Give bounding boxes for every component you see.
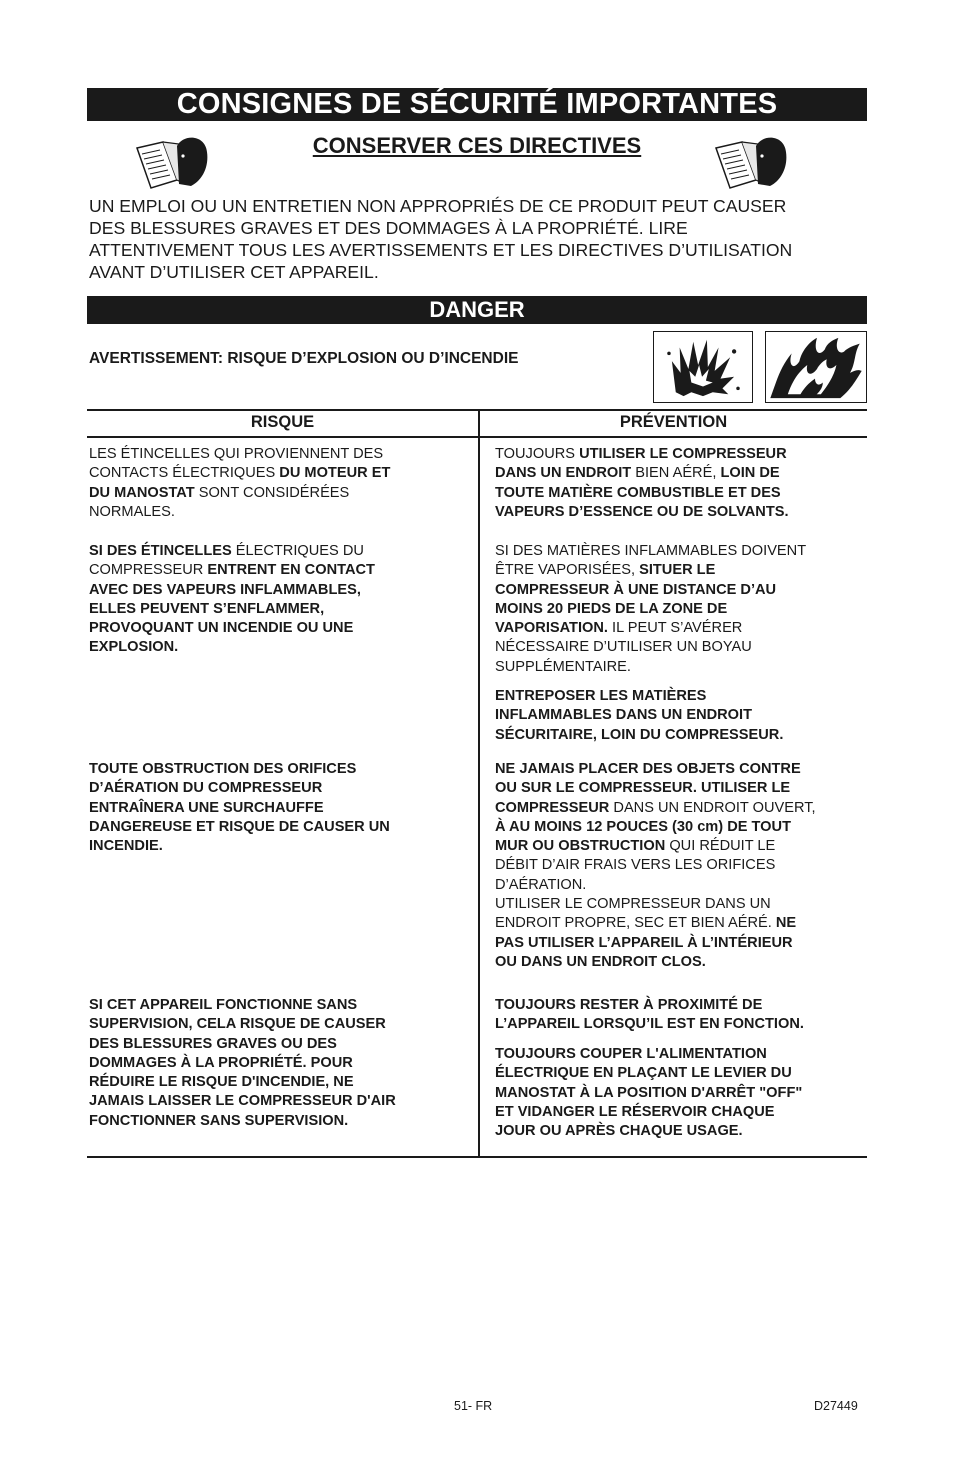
intro-paragraph xyxy=(89,195,869,283)
text-bold: COMPRESSEUR xyxy=(495,799,610,816)
text-bold: DU MANOSTAT xyxy=(89,484,195,501)
text: TOUJOURS xyxy=(495,446,580,462)
intro-line: UN EMPLOI OU UN ENTRETIEN NON APPROPRIÉS DE CE PRODUIT PEUT CAUSER xyxy=(89,196,787,216)
text: DÉBIT D’AIR FRAIS VERS LES ORIFICES xyxy=(495,857,776,874)
text-bold: ELLES PEUVENT S’ENFLAMMER, xyxy=(89,600,325,617)
text: ÉLECTRIQUES DU xyxy=(231,543,364,559)
text: DANS UN ENDROIT OUVERT, xyxy=(609,799,816,816)
text: UTILISER LE COMPRESSEUR DANS UN xyxy=(495,896,771,913)
text-bold: PROVOQUANT UN INCENDIE OU UNE xyxy=(89,620,354,637)
text-bold: SI DES ÉTINCELLES xyxy=(89,543,232,559)
text: QUI RÉDUIT LE xyxy=(665,838,776,855)
prevention-item xyxy=(495,996,804,1035)
risk-item xyxy=(89,996,396,1131)
text: SUPPLÉMENTAIRE. xyxy=(495,658,631,675)
text: NORMALES. xyxy=(89,503,175,520)
text-bold: TOUJOURS RESTER À PROXIMITÉ DE xyxy=(495,997,763,1013)
section-subtitle: CONSERVER CES DIRECTIVES xyxy=(312,133,642,158)
text-bold: ET VIDANGER LE RÉSERVOIR CHAQUE xyxy=(495,1103,775,1120)
text: ENDROIT PROPRE, SEC ET BIEN AÉRÉ. xyxy=(495,915,776,932)
intro-line: ATTENTIVEMENT TOUS LES AVERTISSEMENTS ET LES DIRECTIVES D’UTILISATION xyxy=(89,240,793,260)
prevention-item xyxy=(495,760,816,972)
read-manual-icon xyxy=(712,132,788,192)
text-bold: DANS UN ENDROIT xyxy=(495,465,632,482)
text-bold: MANOSTAT À LA POSITION D'ARRÊT "OFF" xyxy=(495,1084,803,1101)
text: COMPRESSEUR xyxy=(89,562,208,579)
text-bold: PAS UTILISER L’APPAREIL À L’INTÉRIEUR xyxy=(495,934,793,951)
text: IL PEUT S’AVÉRER xyxy=(607,620,743,637)
risk-item xyxy=(89,542,375,658)
prevention-item xyxy=(495,687,783,745)
text-bold: SITUER LE xyxy=(639,562,716,579)
text: SONT CONSIDÉRÉES xyxy=(194,484,350,501)
risk-item xyxy=(89,445,390,522)
text-bold: ÉLECTRIQUE EN PLAÇANT LE LEVIER DU xyxy=(495,1065,792,1082)
fire-icon xyxy=(765,331,867,403)
text: ÊTRE VAPORISÉES, xyxy=(495,562,640,579)
text-bold: OU DANS UN ENDROIT CLOS. xyxy=(495,953,706,970)
danger-banner: DANGER xyxy=(87,296,867,324)
text-bold: EXPLOSION. xyxy=(89,639,179,656)
text: NÉCESSAIRE D’UTILISER UN BOYAU xyxy=(495,639,752,656)
text-bold: L’APPAREIL LORSQU’IL EST EN FONCTION. xyxy=(495,1016,804,1033)
text-bold: UTILISER LE COMPRESSEUR xyxy=(579,446,787,462)
table-bottom-rule xyxy=(87,1156,867,1158)
text-bold: VAPORISATION. xyxy=(495,620,608,637)
table-top-rule xyxy=(87,409,867,411)
text-bold: À AU MOINS 12 POUCES (30 cm) DE TOUT xyxy=(495,818,791,835)
text: LES ÉTINCELLES QUI PROVIENNENT DES xyxy=(89,446,384,462)
text-bold: DANGEREUSE ET RISQUE DE CAUSER UN xyxy=(89,818,390,835)
text-bold: JOUR OU APRÈS CHAQUE USAGE. xyxy=(495,1123,743,1140)
page-number: 51- FR xyxy=(454,1399,493,1413)
text-bold: AVEC DES VAPEURS INFLAMMABLES, xyxy=(89,581,361,598)
text: SI DES MATIÈRES INFLAMMABLES DOIVENT xyxy=(495,543,807,559)
text: D’AÉRATION. xyxy=(495,876,587,893)
text-bold: INFLAMMABLES DANS UN ENDROIT xyxy=(495,707,753,724)
text-bold: SÉCURITAIRE, LOIN DU COMPRESSEUR. xyxy=(495,726,784,743)
text-bold: DU MOTEUR ET xyxy=(279,465,391,482)
text-bold: D’AÉRATION DU COMPRESSEUR xyxy=(89,780,323,797)
text-bold: TOUJOURS COUPER L'ALIMENTATION xyxy=(495,1046,767,1062)
text-bold: FONCTIONNER SANS SUPERVISION. xyxy=(89,1112,349,1129)
intro-line: DES BLESSURES GRAVES ET DES DOMMAGES À LA PROPRIÉTÉ. LIRE xyxy=(89,218,688,238)
text-bold: ENTRAÎNERA UNE SURCHAUFFE xyxy=(89,799,324,816)
text: BIEN AÉRÉ, xyxy=(631,465,721,482)
text-bold: ENTREPOSER LES MATIÈRES xyxy=(495,688,707,704)
explosion-icon xyxy=(653,331,753,403)
text-bold: VAPEURS D’ESSENCE OU DE SOLVANTS. xyxy=(495,503,789,520)
text-bold: MOINS 20 PIEDS DE LA ZONE DE xyxy=(495,600,728,617)
column-header-risk: RISQUE xyxy=(250,413,315,431)
text-bold: OU SUR LE COMPRESSEUR. UTILISER LE xyxy=(495,780,791,797)
text-bold: NE xyxy=(775,915,797,932)
text-bold: NE JAMAIS PLACER DES OBJETS CONTRE xyxy=(495,761,801,777)
intro-line: AVANT D’UTILISER CET APPAREIL. xyxy=(89,262,379,282)
table-header-rule xyxy=(87,436,867,438)
text-bold: DOMMAGES À LA PROPRIÉTÉ. POUR xyxy=(89,1054,353,1071)
warning-heading: AVERTISSEMENT: RISQUE D’EXPLOSION OU D’INCENDIE xyxy=(89,350,519,367)
prevention-item xyxy=(495,445,789,522)
text-bold: ENTRENT EN CONTACT xyxy=(207,562,375,579)
column-divider xyxy=(478,409,480,1158)
text: CONTACTS ÉLECTRIQUES xyxy=(89,465,280,482)
risk-item xyxy=(89,760,390,856)
document-number: D27449 xyxy=(814,1399,858,1413)
text-bold: COMPRESSEUR À UNE DISTANCE D’AU xyxy=(495,581,777,598)
text-bold: INCENDIE. xyxy=(89,838,163,855)
text-bold: SUPERVISION, CELA RISQUE DE CAUSER xyxy=(89,1016,386,1033)
text-bold: LOIN DE xyxy=(720,465,780,482)
text-bold: TOUTE OBSTRUCTION DES ORIFICES xyxy=(89,761,357,777)
text-bold: MUR OU OBSTRUCTION xyxy=(495,838,666,855)
text-bold: DES BLESSURES GRAVES OU DES xyxy=(89,1035,337,1052)
text-bold: JAMAIS LAISSER LE COMPRESSEUR D'AIR xyxy=(89,1093,396,1110)
text-bold: TOUTE MATIÈRE COMBUSTIBLE ET DES xyxy=(495,484,781,501)
text-bold: SI CET APPAREIL FONCTIONNE SANS xyxy=(89,997,358,1013)
prevention-item xyxy=(495,542,806,677)
prevention-item xyxy=(495,1045,802,1141)
column-header-prevention: PRÉVENTION xyxy=(619,413,728,431)
text-bold: RÉDUIRE LE RISQUE D'INCENDIE, NE xyxy=(89,1074,354,1091)
page-title: CONSIGNES DE SÉCURITÉ IMPORTANTES xyxy=(87,88,867,121)
